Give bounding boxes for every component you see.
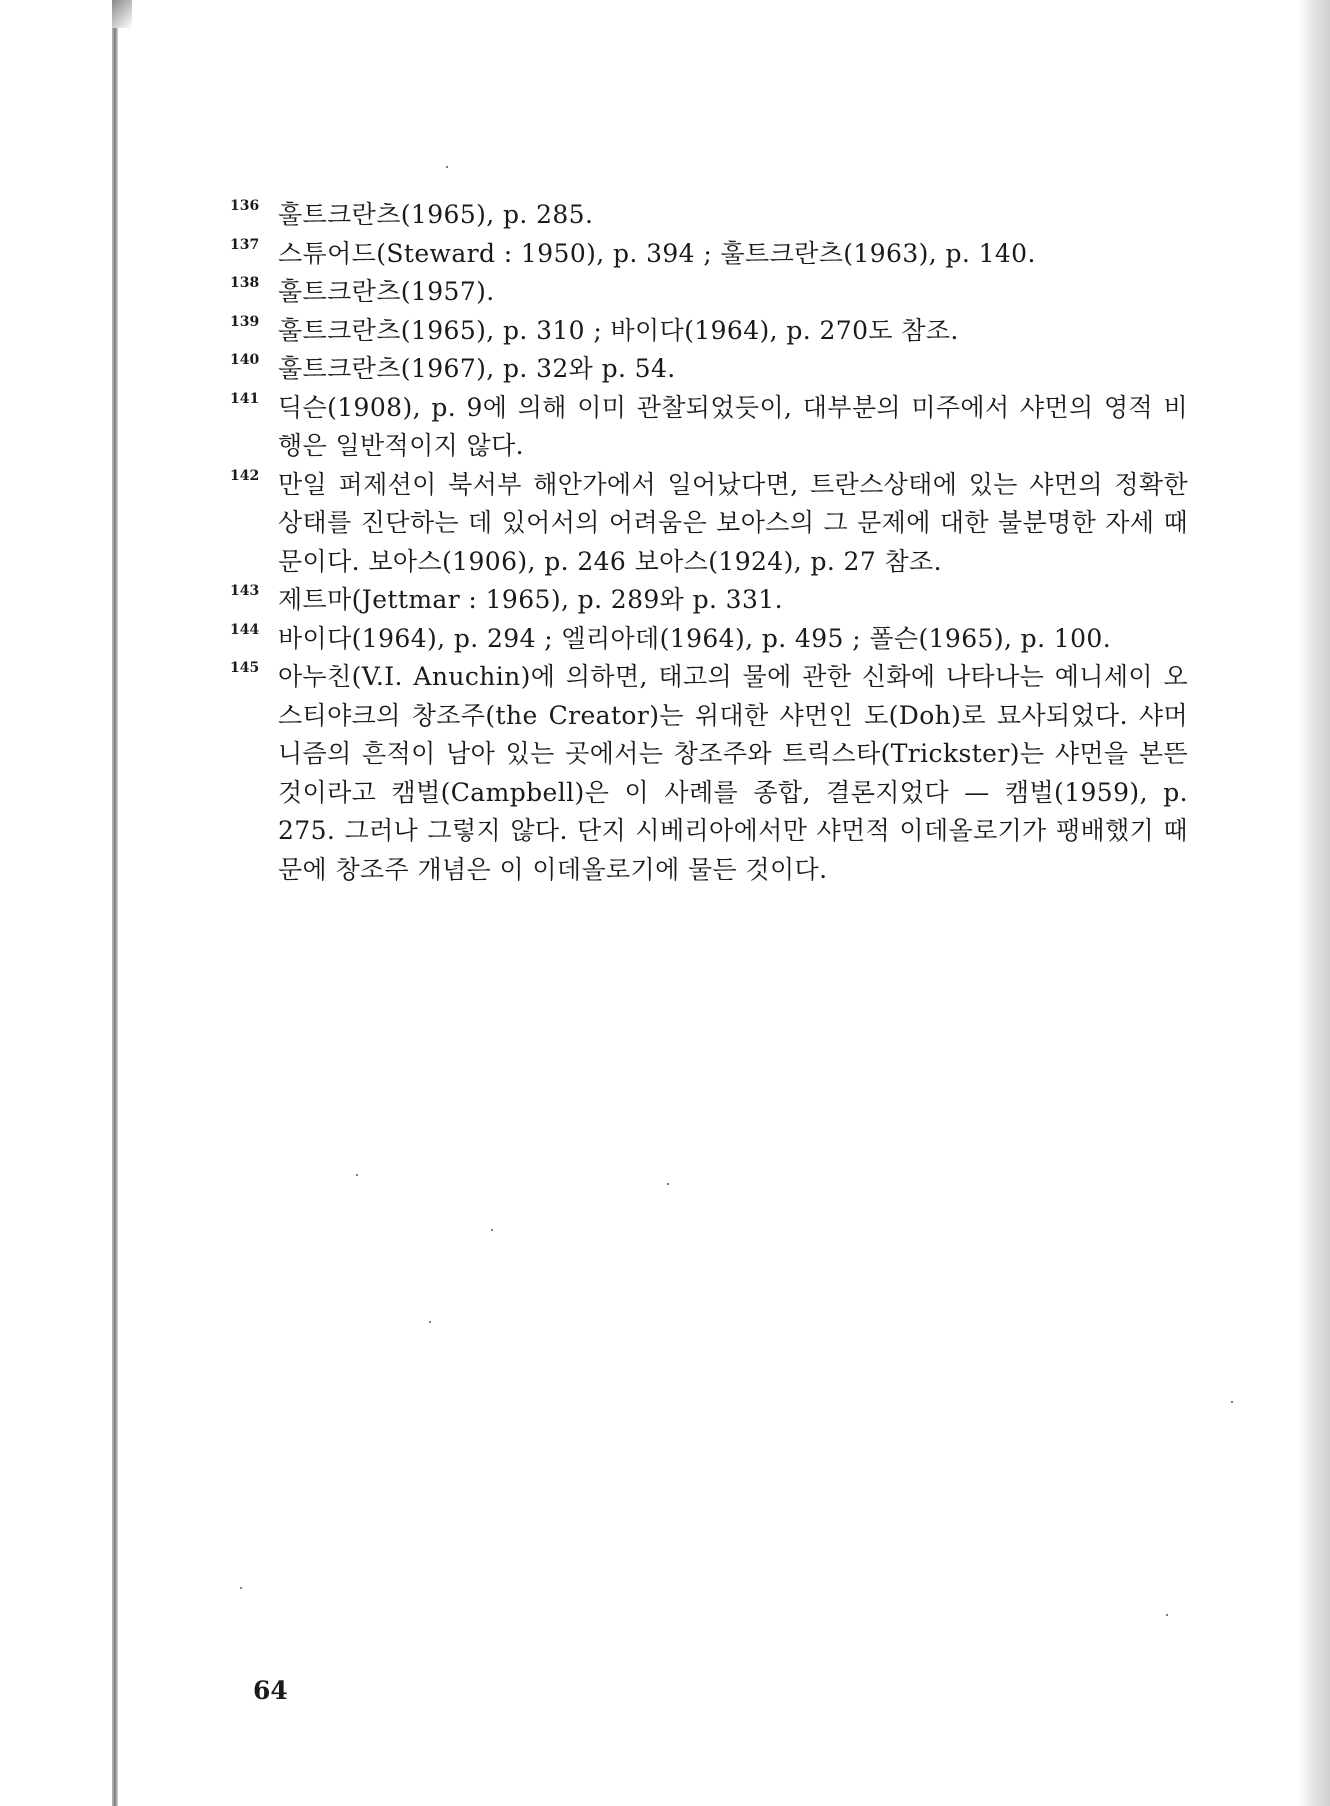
scan-speck	[667, 1183, 669, 1185]
page-left-edge	[112, 0, 118, 1806]
scan-speck	[446, 166, 448, 168]
footnote-text: 딕슨(1908), p. 9에 의해 이미 관찰되었듯이, 대부분의 미주에서 샤먼의 영적 비행은 일반적이지 않다.	[278, 392, 1188, 460]
footnote-text: 바이다(1964), p. 294 ; 엘리아데(1964), p. 495 ; 폴슨(1965), p. 100.	[278, 623, 1112, 653]
footnote-text: 훌트크란츠(1965), p. 285.	[278, 200, 594, 229]
scan-speck	[491, 1229, 493, 1231]
footnote-text: 만일 퍼제션이 북서부 해안가에서 일어났다면, 트란스상태에 있는 샤먼의 정확한 상태를 진단하는 데 있어서의 어려움은 보아스의 그 문제에 대한 불분명한 자세 때문이다. 보아스(1906), p. 246 보아스(1924), p. 27 참조.	[278, 469, 1188, 576]
footnote-137	[230, 235, 1188, 274]
footnote-number: 141	[230, 390, 260, 407]
scan-speck	[1166, 1614, 1168, 1616]
footnote-136	[230, 196, 1188, 235]
footnote-number: 143	[230, 583, 260, 599]
footnote-142	[230, 466, 1188, 582]
page-corner-fold	[112, 0, 132, 28]
footnote-number: 145	[230, 660, 260, 676]
footnote-139	[230, 312, 1188, 351]
footnote-141	[230, 389, 1188, 466]
scan-speck	[1231, 1401, 1233, 1403]
footnote-number: 138	[230, 275, 260, 291]
footnote-number: 136	[230, 198, 260, 214]
footnote-144	[230, 620, 1188, 659]
page-right-shadow	[1298, 0, 1330, 1806]
footnote-text: 아누친(V.I. Anuchin)에 의하면, 태고의 물에 관한 신화에 나타나는 예니세이 오스티야크의 창조주(the Creator)는 위대한 샤먼인 도(Doh)로 묘사되었다. 샤머니즘의 흔적이 남아 있는 곳에서는 창조주와 트릭스타(Trickster)는 샤먼을 본뜬 것이라고 캠벌(Campbell)은 이 사례를 종합, 결론지었다 — 캠벌(1959), p. 275. 그러나 그렇지 않다. 단지 시베리아에서만 샤먼적 이데올로기가 팽배했기 때문에 창조주 개념은 이 이데올로기에 물든 것이다.	[278, 662, 1188, 884]
scan-speck	[429, 1321, 431, 1323]
footnote-text: 제트마(Jettmar : 1965), p. 289와 p. 331.	[278, 585, 783, 614]
footnote-text: 훌트크란츠(1957).	[278, 277, 495, 306]
footnote-number: 142	[230, 467, 260, 484]
footnote-list	[230, 196, 1188, 889]
footnote-138	[230, 273, 1188, 312]
page-number: 64	[253, 1676, 288, 1705]
footnote-number: 144	[230, 621, 260, 638]
footnote-145	[230, 658, 1188, 889]
footnote-number: 140	[230, 352, 260, 368]
scan-speck	[240, 1587, 242, 1589]
footnote-143	[230, 581, 1188, 620]
footnote-text: 훌트크란츠(1967), p. 32와 p. 54.	[278, 354, 676, 383]
footnote-number: 137	[230, 236, 260, 253]
footnote-text: 훌트크란츠(1965), p. 310 ; 바이다(1964), p. 270도 참조.	[278, 315, 959, 345]
footnote-140	[230, 350, 1188, 389]
footnote-text: 스튜어드(Steward : 1950), p. 394 ; 훌트크란츠(1963), p. 140.	[278, 238, 1036, 268]
scan-speck	[356, 1174, 358, 1176]
footnote-number: 139	[230, 313, 260, 330]
